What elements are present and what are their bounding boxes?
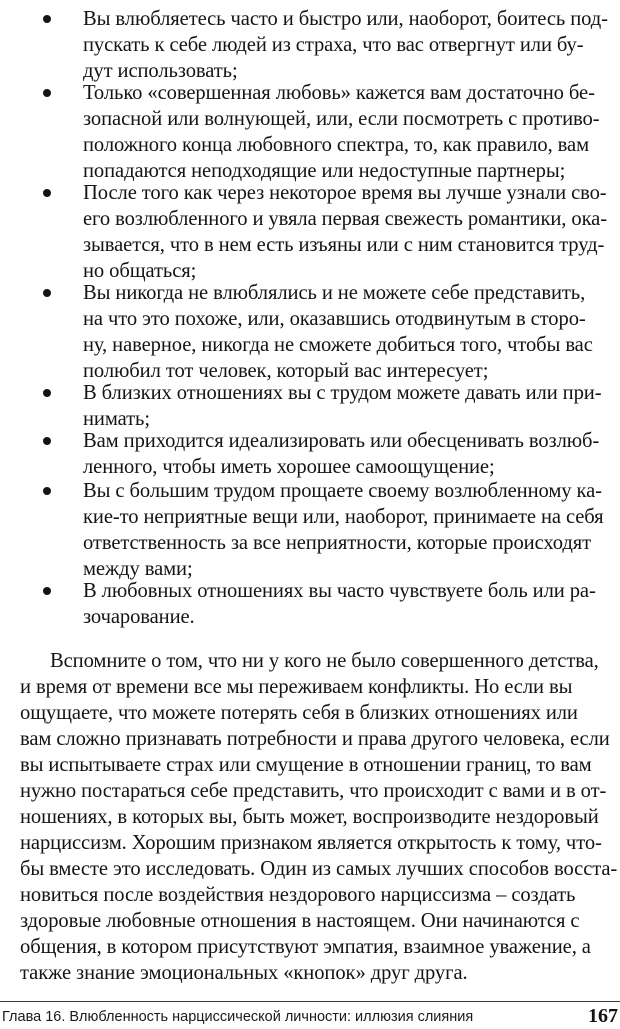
text-line: новиться после воздействия нездорового нарциссизма – создать xyxy=(20,884,576,906)
text-line: Вы влюбляетесь часто и быстро или, наоборот, боитесь под- xyxy=(83,8,608,30)
text-line: его возлюбленного и увяла первая свежесть романтики, ока- xyxy=(83,208,607,230)
text-line: зочарование. xyxy=(83,606,195,628)
text-line: ношениях, в которых вы, быть может, воспроизводите нездоровый xyxy=(20,806,599,828)
text-line: положного конца любовного спектра, то, как правило, вам xyxy=(83,134,590,156)
footer-divider xyxy=(0,1001,620,1002)
text-line: нимать; xyxy=(83,408,150,430)
bullet-dot-icon xyxy=(43,587,51,595)
text-line: кие-то неприятные вещи или, наоборот, принимаете на себя xyxy=(83,506,604,528)
text-line: В любовных отношениях вы часто чувствуете боль или ра- xyxy=(83,580,596,602)
bullet-dot-icon xyxy=(43,15,51,23)
text-line: Вы никогда не влюблялись и не можете себе представить, xyxy=(83,282,586,304)
bullet-dot-icon xyxy=(43,487,51,495)
running-footer-title: Глава 16. Влюбленность нарциссической личности: иллюзия слияния xyxy=(2,1009,474,1025)
text-line: также знание эмоциональных «кнопок» друг друга. xyxy=(20,962,468,984)
text-line: дут использовать; xyxy=(83,60,238,82)
text-line: После того как через некоторое время вы лучше узнали сво- xyxy=(83,182,607,204)
bullet-dot-icon xyxy=(43,189,51,197)
text-line: ответственность за все неприятности, которые происходят xyxy=(83,532,592,554)
bullet-dot-icon xyxy=(43,437,51,445)
text-line: В близких отношениях вы с трудом можете давать или при- xyxy=(83,382,602,404)
text-line: попадаются неподходящие или недоступные партнеры; xyxy=(83,160,566,182)
text-line: нужно постараться себе представить, что происходит с вами и в от- xyxy=(20,780,607,802)
text-line: Вам приходится идеализировать или обесценивать возлюб- xyxy=(83,430,600,452)
text-line: нарциссизм. Хорошим признаком является открытость к тому, что- xyxy=(20,832,602,854)
bullet-dot-icon xyxy=(43,89,51,97)
text-line: зопасной или волнующей, или, если посмотреть с противо- xyxy=(83,108,600,130)
text-line: зывается, что в нем есть изъяны или с ним становится труд- xyxy=(83,234,605,256)
text-line: Вспомните о том, что ни у кого не было совершенного детства, xyxy=(50,650,599,672)
text-line: общения, в котором присутствуют эмпатия, взаимное уважение, а xyxy=(20,936,591,958)
text-line: ну, наверное, никогда не сможете добиться того, чтобы вас xyxy=(83,334,593,356)
text-line: между вами; xyxy=(83,558,193,580)
text-line: ленного, чтобы иметь хорошее самоощущение; xyxy=(83,456,495,478)
text-line: но общаться; xyxy=(83,260,197,282)
text-line: и время от времени все мы переживаем конфликты. Но если вы xyxy=(20,676,573,698)
text-line: здоровые любовные отношения в настоящем. Они начинаются с xyxy=(20,910,580,932)
text-line: вы испытываете страх или смущение в отношении границ, то вам xyxy=(20,754,592,776)
text-line: пускать к себе людей из страха, что вас отвергнут или бу- xyxy=(83,34,584,56)
text-line: полюбил тот человек, который вас интересует; xyxy=(83,360,489,382)
bullet-dot-icon xyxy=(43,389,51,397)
text-line: Вы с большим трудом прощаете своему возлюбленному ка- xyxy=(83,480,602,502)
text-line: вам сложно признавать потребности и права другого человека, если xyxy=(20,728,610,750)
bullet-dot-icon xyxy=(43,289,51,297)
text-line: бы вместе это исследовать. Один из самых лучших способов восста- xyxy=(20,858,618,880)
text-line: ощущаете, что можете потерять себя в близких отношениях или xyxy=(20,702,578,724)
text-line: на что это похоже, или, оказавшись отодвинутым в сторо- xyxy=(83,308,586,330)
page-number: 167 xyxy=(588,1005,618,1027)
text-line: Только «совершенная любовь» кажется вам достаточно бе- xyxy=(83,82,595,104)
